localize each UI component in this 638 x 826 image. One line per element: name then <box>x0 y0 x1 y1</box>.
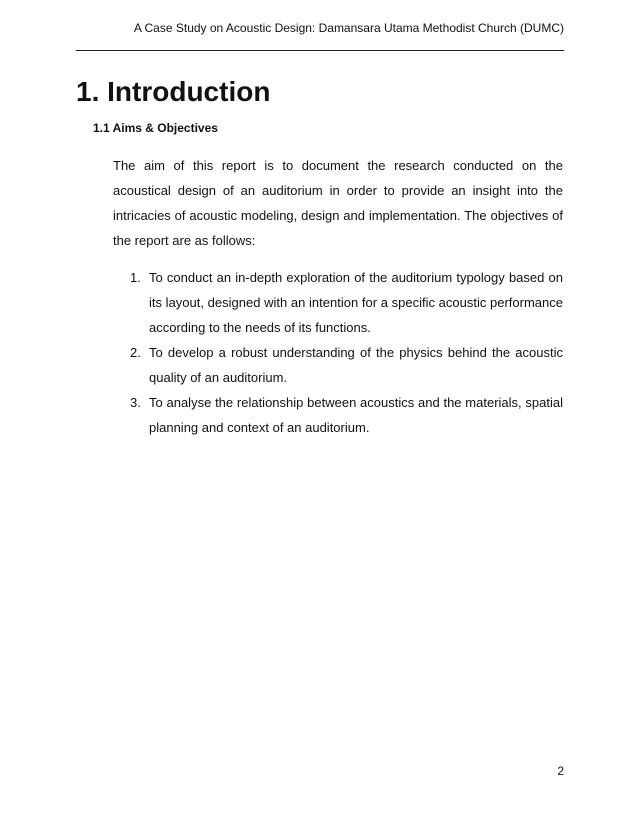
list-item <box>130 340 563 390</box>
list-item-text: To analyse the relationship between acoustics and the materials, spatial planning and context of an auditorium. <box>149 395 563 435</box>
body-paragraph: The aim of this report is to document the research conducted on the acoustical design of an auditorium in order to provide an insight into the intricacies of acoustic modeling, design and implementation. The objectives of the report are as follows: <box>113 158 563 248</box>
running-header: A Case Study on Acoustic Design: Damansara Utama Methodist Church (DUMC) <box>133 21 564 35</box>
list-item-number: 1. <box>130 270 141 285</box>
list-item-text: To develop a robust understanding of the physics behind the acoustic quality of an auditorium. <box>149 345 563 385</box>
list-item <box>130 390 563 440</box>
list-item-number: 3. <box>130 395 141 410</box>
list-item <box>130 265 563 340</box>
list-item-number: 2. <box>130 345 141 360</box>
objectives-list <box>130 265 563 440</box>
header-divider <box>76 50 564 51</box>
page-number: 2 <box>557 764 564 778</box>
section-title: 1.1 Aims & Objectives <box>93 121 218 135</box>
list-item-text: To conduct an in-depth exploration of the auditorium typology based on its layout, designed with an intention for a specific acoustic performance according to the needs of its functions. <box>149 270 563 335</box>
chapter-title: 1. Introduction <box>76 76 271 107</box>
